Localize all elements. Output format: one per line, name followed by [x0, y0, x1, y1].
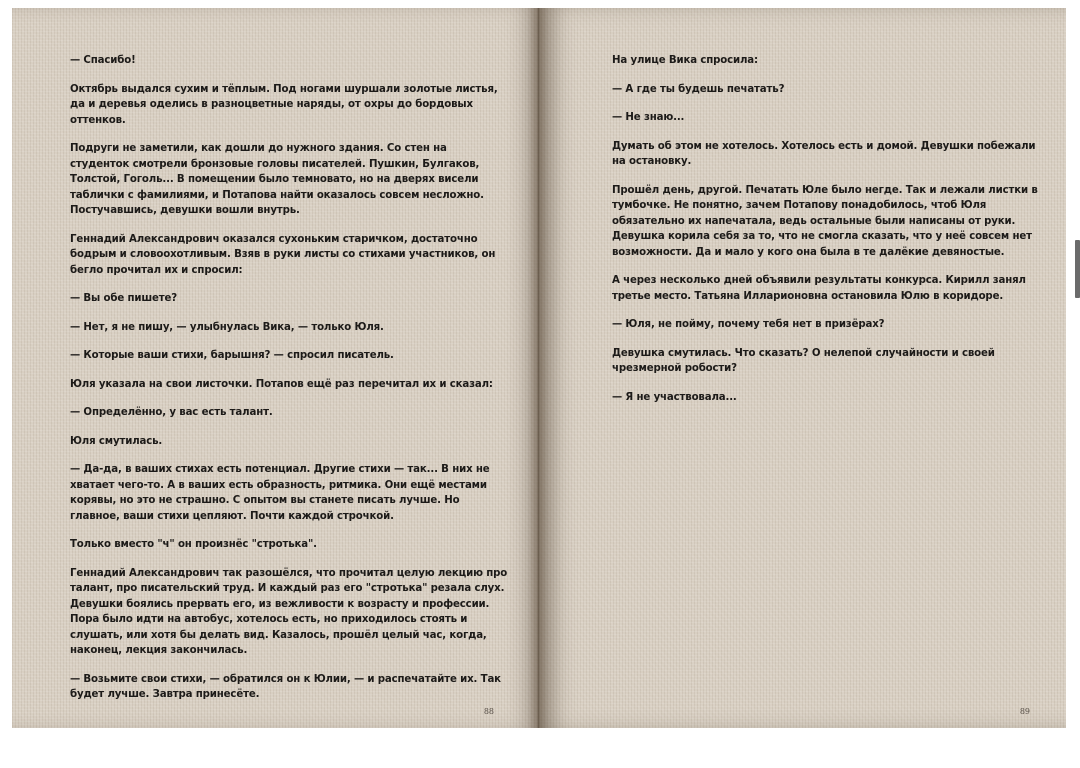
paragraph: — Вы обе пишете? [70, 293, 178, 304]
paragraph: А через несколько дней объявили результаты конкурса. Кирилл занял третье место. Татьяна Илларионовна остановила Юлю в коридоре. [612, 275, 1026, 302]
paragraph: Думать об этом не хотелось. Хотелось есть и домой. Девушки побежали на остановку. [612, 140, 1036, 167]
book-spine-shadow [528, 8, 548, 728]
paragraph: Геннадий Александрович оказался сухоньким старичком, достаточно бодрым и словоохотливым. Взяв в руки листы со стихами участников, он бегло прочитал их и спросил: [70, 233, 496, 276]
paragraph: Юля указала на свои листочки. Потапов ещё раз перечитал их и сказал: [70, 378, 493, 390]
paragraph: Юля смутилась. [70, 435, 163, 447]
right-page-text [612, 53, 1038, 418]
paragraph: — А где ты будешь печатать? [612, 83, 785, 95]
paragraph: — Определённо, у вас есть талант. [70, 407, 273, 418]
paragraph: Прошёл день, другой. Печатать Юле было негде. Так и лежали листки в тумбочке. Не понятно, зачем Потапову понадобилось, чтоб Юля обязательно их напечатала, ведь остальные были написаны от руки. Девушка корила себя за то, что не смогла сказать, что у неё совсем нет возможности. Да и мало у кого она была в те далёкие девяностые. [612, 184, 1038, 258]
left-page [12, 8, 538, 728]
right-page [538, 8, 1066, 728]
paragraph: — Возьмите свои стихи, — обратился он к Юлии, — и распечатайте их. Так будет лучше. Завтра принесёте. [70, 673, 501, 700]
paragraph: Октябрь выдался сухим и тёплым. Под ногами шуршали золотые листья, да и деревья оделись в разноцветные наряды, от охры до бордовых оттенков. [70, 83, 498, 126]
page-number-left: 88 [483, 707, 494, 716]
paragraph: Девушка смутилась. Что сказать? О нелепой случайности и своей чрезмерной робости? [612, 347, 995, 374]
paragraph: — Да-да, в ваших стихах есть потенциал. Другие стихи — так... В них не хватает чего-то. А в ваших есть образность, ритмика. Они ещё местами корявы, но это не страшно. С опытом вы станете писать лучше. Но главное, ваши стихи цепляют. Почти каждой строчкой. [70, 464, 490, 522]
paragraph: — Я не участвовала... [612, 391, 737, 403]
left-page-text [70, 53, 508, 716]
paragraph: Геннадий Александрович так разошёлся, что прочитал целую лекцию про талант, про писательский труд. И каждый раз его "стротька" резала слух. Девушки боялись прервать его, из вежливости к возрасту и профессии. Пора было идти на автобус, хотелось есть, но приходилось стоять и слушать, или хотя бы делать вид. Казалось, прошёл целый час, когда, наконец, лекция закончилась. [70, 567, 508, 656]
paragraph: — Нет, я не пишу, — улыбнулась Вика, — только Юля. [70, 321, 384, 333]
paragraph: — Спасибо! [70, 55, 136, 66]
paragraph: Подруги не заметили, как дошли до нужного здания. Со стен на студенток смотрели бронзовые головы писателей. Пушкин, Булгаков, Толстой, Гоголь... В помещении было темновато, но на дверях висели таблички с фамилиями, и Потапова найти оказалось совсем несложно. Постучавшись, девушки вошли внутрь. [70, 143, 484, 216]
scrollbar-thumb[interactable] [1075, 240, 1080, 298]
paragraph: — Юля, не пойму, почему тебя нет в призёрах? [612, 319, 885, 330]
page-number-right: 89 [1019, 707, 1030, 716]
paragraph: Только вместо "ч" он произнёс "стротька". [70, 539, 317, 550]
paragraph: На улице Вика спросила: [612, 55, 758, 66]
paragraph: — Не знаю... [612, 112, 685, 123]
paragraph: — Которые ваши стихи, барышня? — спросил писатель. [70, 350, 394, 361]
